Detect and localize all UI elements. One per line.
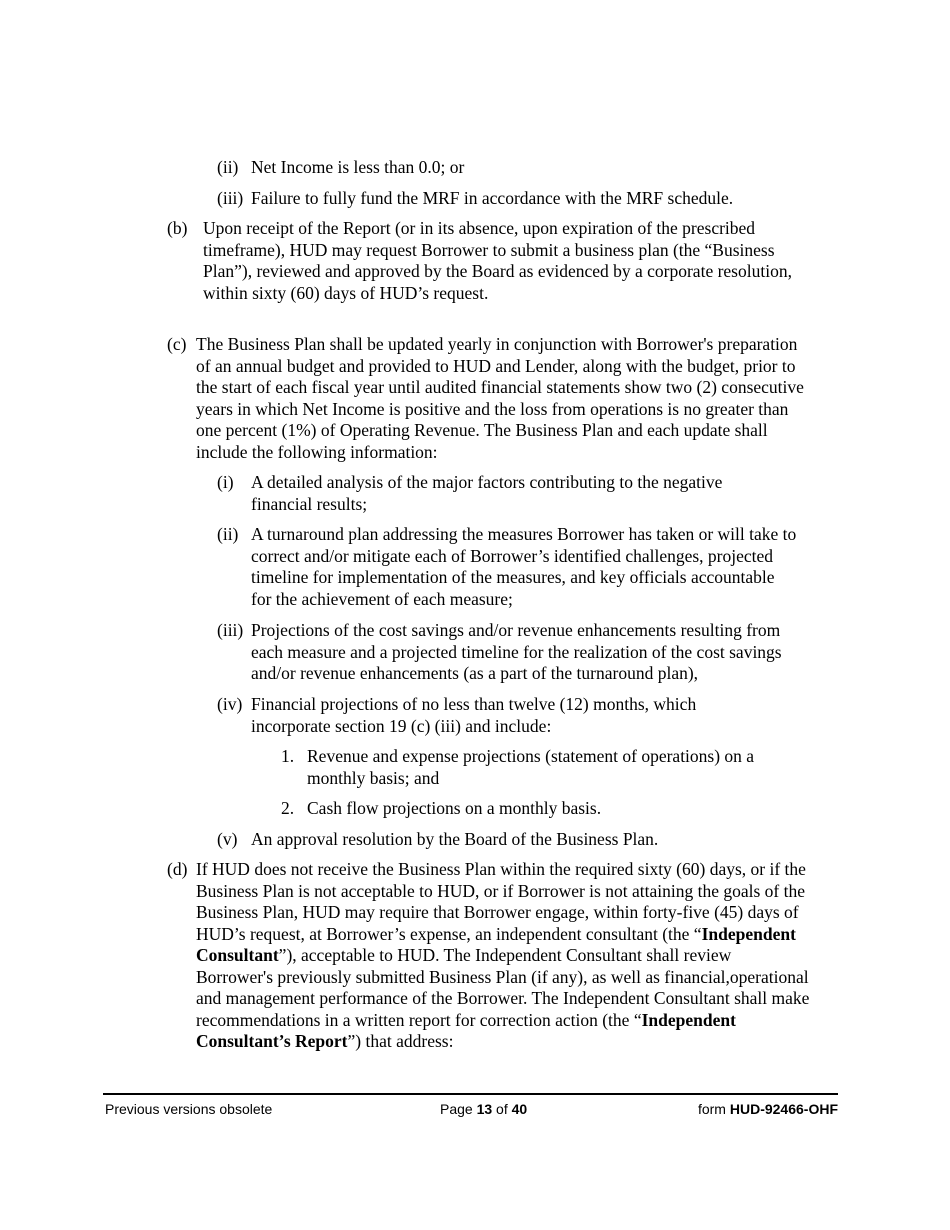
list-text: A turnaround plan addressing the measures Borrower has taken or will take to correct and/or mitigate each of Borrower’s identified challenges, projected timeline for implementation of the measures, and key officials accountable for the achievement of each measure; <box>251 524 797 609</box>
footer-divider <box>103 1093 838 1095</box>
paragraph-b <box>167 218 807 304</box>
list-item-iii-mrf <box>217 188 807 210</box>
list-marker: 1. <box>281 746 295 766</box>
list-text: Projections of the cost savings and/or revenue enhancements resulting from each measure and a projected timeline for the realization of the cost savings and/or revenue enhancements (as a part of the turnaround plan), <box>251 620 782 683</box>
list-marker: (v) <box>217 829 238 849</box>
total-pages: 40 <box>511 1101 528 1117</box>
paragraph-d-part1: If HUD does not receive the Business Plan within the required sixty (60) days, or if the Business Plan is not acceptable to HUD, or if Borrower is not attaining the goals of the Business Plan, HUD may require that Borrower engage, within forty-five (45) days of HUD’s request, at Borrower’s expense, an independent consultant (the “ <box>196 859 806 944</box>
list-item-c-i <box>217 472 782 515</box>
list-item-c-v <box>217 829 777 851</box>
list-marker: (d) <box>167 859 188 879</box>
list-marker: (b) <box>167 218 188 238</box>
paragraph-d-part2: ”), acceptable to HUD. The Independent Consultant shall review Borrower's previously submitted Business Plan (if any), as well as financial,operational and management performance of the Borrower. The Independent Consultant shall make recommendations in a written report for correction action (the “ <box>196 945 810 1030</box>
form-number: HUD-92466-OHF <box>729 1101 838 1117</box>
paragraph-d-text <box>196 859 810 1053</box>
footer-form-id <box>698 1101 838 1118</box>
list-item-c-iv-1 <box>281 746 801 789</box>
page-of: of <box>492 1101 512 1117</box>
list-marker: (i) <box>217 472 234 492</box>
list-marker: (iii) <box>217 620 244 640</box>
defined-term-independent-consultant: Independent Consultant <box>196 923 796 965</box>
list-item-c-ii <box>217 524 797 610</box>
paragraph-d <box>167 859 810 1053</box>
paragraph-b-text: Upon receipt of the Report (or in its absence, upon expiration of the prescribed timeframe), HUD may request Borrower to submit a business plan (the “Business Plan”), reviewed and approved by the Board as evidenced by a corporate resolution, within sixty (60) days of HUD’s request. <box>203 218 792 303</box>
list-text: An approval resolution by the Board of the Business Plan. <box>251 829 659 849</box>
list-marker: (iii) <box>217 188 244 208</box>
footer-left-note: Previous versions obsolete <box>105 1101 273 1117</box>
list-marker: 2. <box>281 798 295 818</box>
list-item-c-iv <box>217 694 777 737</box>
paragraph-c-text: The Business Plan shall be updated yearly in conjunction with Borrower's preparation of an annual budget and provided to HUD and Lender, along with the budget, prior to the start of each fiscal year until audited financial statements show two (2) consecutive years in which Net Income is positive and the loss from operations is no greater than one percent (1%) of Operating Revenue. The Business Plan and each update shall include the following information: <box>196 334 804 462</box>
paragraph-d-part3: ”) that address: <box>347 1031 454 1051</box>
list-marker: (ii) <box>217 157 239 177</box>
list-text: Net Income is less than 0.0; or <box>251 157 465 177</box>
paragraph-c <box>167 334 810 463</box>
current-page: 13 <box>476 1101 493 1117</box>
list-marker: (iv) <box>217 694 243 714</box>
list-text: Cash flow projections on a monthly basis. <box>307 798 602 818</box>
list-text: Revenue and expense projections (statement of operations) on a monthly basis; and <box>307 746 755 788</box>
list-item-c-iii <box>217 620 807 685</box>
defined-term-independent-consultants-report: Independent Consultant’s Report <box>196 1009 736 1051</box>
list-marker: (c) <box>167 334 187 354</box>
page-prefix: Page <box>440 1101 477 1117</box>
list-item-ii-net-income <box>217 157 777 179</box>
list-text: A detailed analysis of the major factors contributing to the negative financial results; <box>251 472 723 514</box>
list-item-c-iv-2 <box>281 798 801 820</box>
list-text: Failure to fully fund the MRF in accordance with the MRF schedule. <box>251 188 734 208</box>
footer-page-number <box>440 1101 527 1118</box>
form-prefix: form <box>697 1101 730 1117</box>
list-text: Financial projections of no less than twelve (12) months, which incorporate section 19 (c) (iii) and include: <box>251 694 697 736</box>
list-marker: (ii) <box>217 524 239 544</box>
